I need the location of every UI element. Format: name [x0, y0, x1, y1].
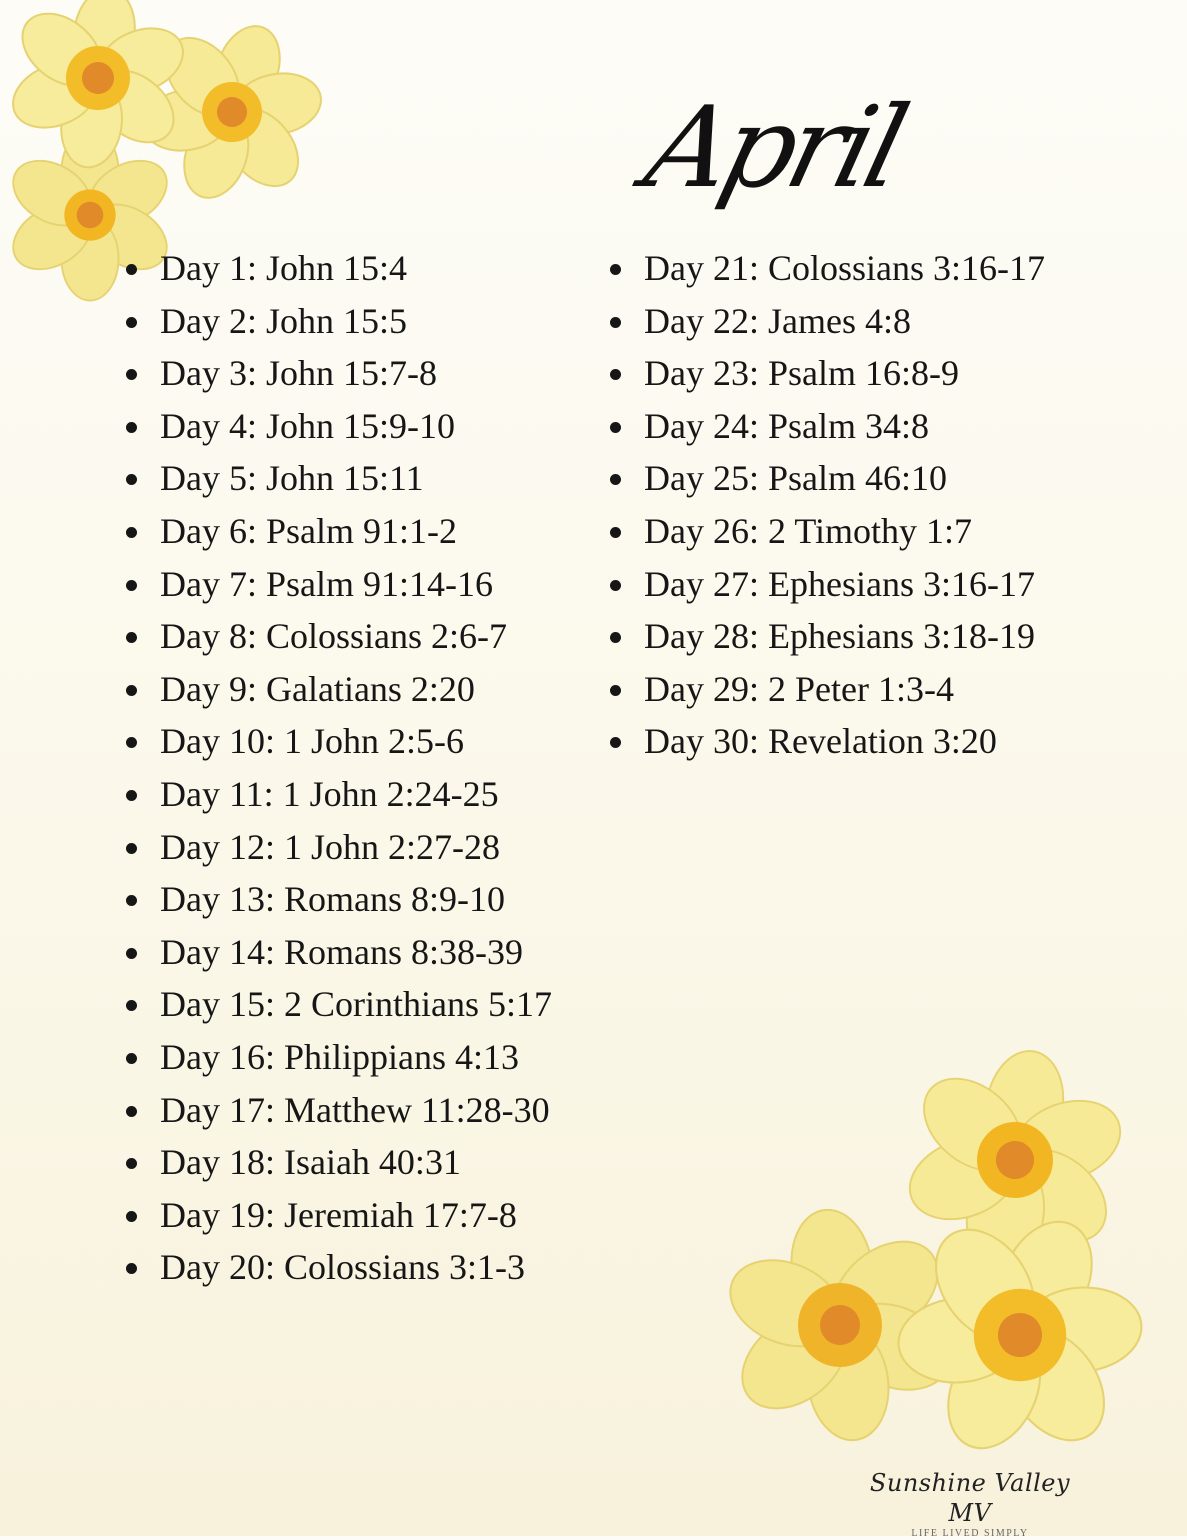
- list-item: Day 8: Colossians 2:6-7: [122, 610, 582, 663]
- brand-logo: [850, 1468, 1090, 1539]
- page-title: April: [633, 83, 914, 213]
- list-item: Day 25: Psalm 46:10: [606, 452, 1126, 505]
- list-item: Day 13: Romans 8:9-10: [122, 873, 582, 926]
- list-item: Day 7: Psalm 91:14-16: [122, 558, 582, 611]
- list-item: Day 9: Galatians 2:20: [122, 663, 582, 716]
- daffodil-cluster-icon: [680, 1050, 1160, 1470]
- list-item: Day 29: 2 Peter 1:3-4: [606, 663, 1126, 716]
- list-item: Day 30: Revelation 3:20: [606, 715, 1126, 768]
- list-item: Day 21: Colossians 3:16-17: [606, 242, 1126, 295]
- list-item: Day 16: Philippians 4:13: [122, 1031, 582, 1084]
- list-item: Day 11: 1 John 2:24-25: [122, 768, 582, 821]
- list-item: Day 17: Matthew 11:28-30: [122, 1084, 582, 1137]
- reading-list-right: [606, 242, 1126, 768]
- reading-list-left: [122, 242, 582, 1294]
- list-item: Day 15: 2 Corinthians 5:17: [122, 978, 582, 1031]
- list-item: Day 24: Psalm 34:8: [606, 400, 1126, 453]
- brand-name: Sunshine Valley MV: [869, 1469, 1071, 1527]
- list-item: Day 2: John 15:5: [122, 295, 582, 348]
- list-item: Day 5: John 15:11: [122, 452, 582, 505]
- list-item: Day 27: Ephesians 3:16-17: [606, 558, 1126, 611]
- list-item: Day 3: John 15:7-8: [122, 347, 582, 400]
- list-item: Day 18: Isaiah 40:31: [122, 1136, 582, 1189]
- list-item: Day 23: Psalm 16:8-9: [606, 347, 1126, 400]
- list-item: Day 1: John 15:4: [122, 242, 582, 295]
- list-item: Day 14: Romans 8:38-39: [122, 926, 582, 979]
- list-item: Day 10: 1 John 2:5-6: [122, 715, 582, 768]
- list-item: Day 22: James 4:8: [606, 295, 1126, 348]
- list-item: Day 6: Psalm 91:1-2: [122, 505, 582, 558]
- brand-tagline: LIFE LIVED SIMPLY: [911, 1528, 1029, 1539]
- list-item: Day 4: John 15:9-10: [122, 400, 582, 453]
- list-item: Day 26: 2 Timothy 1:7: [606, 505, 1126, 558]
- list-item: Day 20: Colossians 3:1-3: [122, 1241, 582, 1294]
- list-item: Day 19: Jeremiah 17:7-8: [122, 1189, 582, 1242]
- list-item: Day 12: 1 John 2:27-28: [122, 821, 582, 874]
- list-item: Day 28: Ephesians 3:18-19: [606, 610, 1126, 663]
